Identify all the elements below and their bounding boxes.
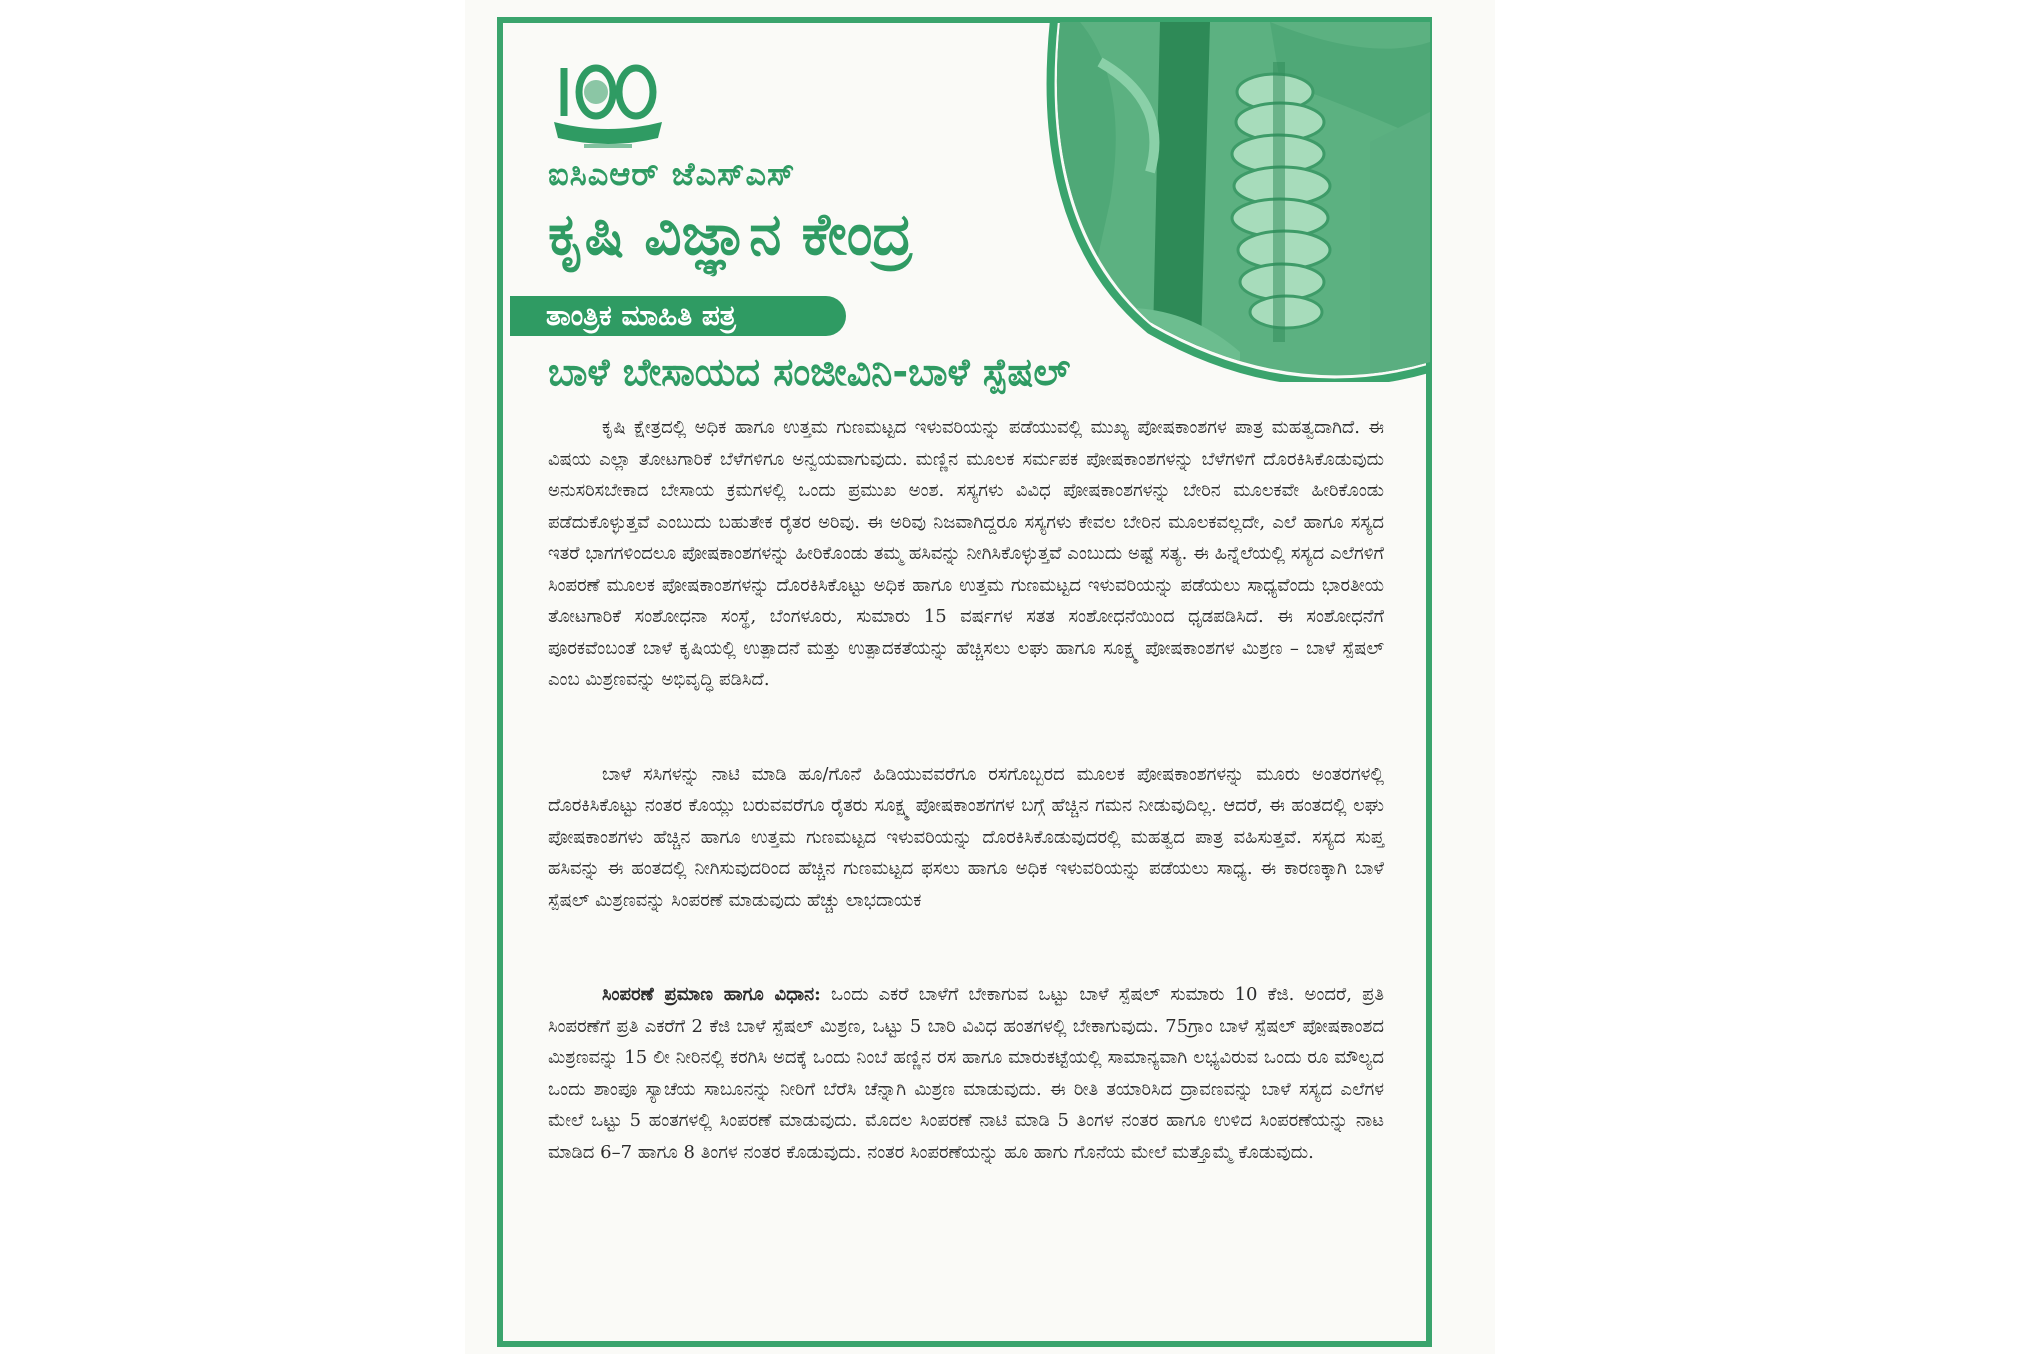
centenary-logo-icon (548, 58, 668, 153)
article-body (548, 412, 1384, 1168)
center-name: ಕೃಷಿ ವಿಜ್ಞಾನ ಕೇಂದ್ರ (548, 200, 913, 268)
organization-name: ಐಸಿಎಆರ್ ಜೆಎಸ್ಎಸ್ (548, 155, 796, 193)
banana-plant-photo (1040, 22, 1430, 382)
spraying-method-text: ಒಂದು ಎಕರೆ ಬಾಳೆಗೆ ಬೇಕಾಗುವ ಒಟ್ಟು ಬಾಳೆ ಸ್ಪೆಷಲ್ ಸುಮಾರು 10 ಕೆಜಿ. ಅಂದರೆ, ಪ್ರತಿ ಸಿಂಪರಣೆಗೆ ಪ್ರತಿ ಎಕರೆಗೆ 2 ಕೆಜಿ ಬಾಳೆ ಸ್ಪೆಷಲ್ ಮಿಶ್ರಣ, ಒಟ್ಟು 5 ಬಾರಿ ವಿವಿಧ ಹಂತಗಳಲ್ಲಿ ಬೇಕಾಗುವುದು. 75ಗ್ರಾಂ ಬಾಳೆ ಸ್ಪೆಷಲ್ ಪೋಷಕಾಂಶದ ಮಿಶ್ರಣವನ್ನು 15 ಲೀ ನೀರಿನಲ್ಲಿ ಕರಗಿಸಿ ಅದಕ್ಕೆ ಒಂದು ನಿಂಬೆ ಹಣ್ಣಿನ ರಸ ಹಾಗೂ ಮಾರುಕಟ್ಟೆಯಲ್ಲಿ ಸಾಮಾನ್ಯವಾಗಿ ಲಭ್ಯವಿರುವ ಒಂದು ರೂ ಮೌಲ್ಯದ ಒಂದು ಶಾಂಪೂ ಸ್ಯಾಚೆಯ ಸಾಬೂನನ್ನು ನೀರಿಗೆ ಬೆರೆಸಿ ಚೆನ್ನಾಗಿ ಮಿಶ್ರಣ ಮಾಡುವುದು. ಈ ರೀತಿ ತಯಾರಿಸಿದ ದ್ರಾವಣವನ್ನು ಬಾಳೆ ಸಸ್ಯದ ಎಲೆಗಳ ಮೇಲೆ ಒಟ್ಟು 5 ಹಂತಗಳಲ್ಲಿ ಸಿಂಪರಣೆ ಮಾಡುವುದು. ಮೊದಲ ಸಿಂಪರಣೆ ನಾಟಿ ಮಾಡಿ 5 ತಿಂಗಳ ನಂತರ ಹಾಗೂ ಉಳಿದ ಸಿಂಪರಣೆಯನ್ನು ನಾಟ ಮಾಡಿದ 6–7 ಹಾಗೂ 8 ತಿಂಗಳ ನಂತರ ಕೊಡುವುದು. ನಂತರ ಸಿಂಪರಣೆಯನ್ನು ಹೂ ಹಾಗು ಗೊನೆಯ ಮೇಲೆ ಮತ್ತೊಮ್ಮೆ ಕೊಡುವುದು. (548, 984, 1385, 1163)
paragraph-spraying (548, 979, 1384, 1168)
document-type-tag: ತಾಂತ್ರಿಕ ಮಾಹಿತಿ ಪತ್ರ (510, 296, 846, 336)
page-title: ಬಾಳೆ ಬೇಸಾಯದ ಸಂಜೀವಿನಿ-ಬಾಳೆ ಸ್ಪೆಷಲ್ (548, 350, 1071, 394)
spraying-method-heading: ಸಿಂಪರಣೆ ಪ್ರಮಾಣ ಹಾಗೂ ವಿಧಾನ: (602, 984, 821, 1005)
paragraph-intro: ಕೃಷಿ ಕ್ಷೇತ್ರದಲ್ಲಿ ಅಧಿಕ ಹಾಗೂ ಉತ್ತಮ ಗುಣಮಟ್ಟದ ಇಳುವರಿಯನ್ನು ಪಡೆಯುವಲ್ಲಿ ಮುಖ್ಯ ಪೋಷಕಾಂಶಗಳ ಪಾತ್ರ ಮಹತ್ವದಾಗಿದೆ. ಈ ವಿಷಯ ಎಲ್ಲಾ ತೋಟಗಾರಿಕೆ ಬೆಳೆಗಳಿಗೂ ಅನ್ವಯವಾಗುವುದು. ಮಣ್ಣಿನ ಮೂಲಕ ಸರ್ಮಪಕ ಪೋಷಕಾಂಶಗಳನ್ನು ಬೆಳೆಗಳಿಗೆ ದೊರಕಿಸಿಕೊಡುವುದು ಅನುಸರಿಸಬೇಕಾದ ಬೇಸಾಯ ಕ್ರಮಗಳಲ್ಲಿ ಒಂದು ಪ್ರಮುಖ ಅಂಶ. ಸಸ್ಯಗಳು ವಿವಿಧ ಪೋಷಕಾಂಶಗಳನ್ನು ಬೇರಿನ ಮೂಲಕವೇ ಹೀರಿಕೊಂಡು ಪಡೆದುಕೊಳ್ಳುತ್ತವೆ ಎಂಬುದು ಬಹುತೇಕ ರೈತರ ಅರಿವು. ಈ ಅರಿವು ನಿಜವಾಗಿದ್ದರೂ ಸಸ್ಯಗಳು ಕೇವಲ ಬೇರಿನ ಮೂಲಕವಲ್ಲದೇ, ಎಲೆ ಹಾಗೂ ಸಸ್ಯದ ಇತರೆ ಭಾಗಗಳಿಂದಲೂ ಪೋಷಕಾಂಶಗಳನ್ನು ಹೀರಿಕೊಂಡು ತಮ್ಮ ಹಸಿವನ್ನು ನೀಗಿಸಿಕೊಳ್ಳುತ್ತವೆ ಎಂಬುದು ಅಷ್ಟೆ ಸತ್ಯ. ಈ ಹಿನ್ನೆಲೆಯಲ್ಲಿ ಸಸ್ಯದ ಎಲೆಗಳಿಗೆ ಸಿಂಪರಣೆ ಮೂಲಕ ಪೋಷಕಾಂಶಗಳನ್ನು ದೊರಕಿಸಿಕೊಟ್ಟು ಅಧಿಕ ಹಾಗೂ ಉತ್ತಮ ಗುಣಮಟ್ಟದ ಇಳುವರಿಯನ್ನು ಪಡೆಯಲು ಸಾಧ್ಯವೆಂದು ಭಾರತೀಯ ತೋಟಗಾರಿಕೆ ಸಂಶೋಧನಾ ಸಂಸ್ಥೆ, ಬೆಂಗಳೂರು, ಸುಮಾರು 15 ವರ್ಷಗಳ ಸತತ ಸಂಶೋಧನೆಯಿಂದ ಧೃಡಪಡಿಸಿದೆ. ಈ ಸಂಶೋಧನೆಗೆ ಪೂರಕವೆಂಬಂತೆ ಬಾಳೆ ಕೃಷಿಯಲ್ಲಿ ಉತ್ಪಾದನೆ ಮತ್ತು ಉತ್ಪಾದಕತೆಯನ್ನು ಹೆಚ್ಚಿಸಲು ಲಘು ಹಾಗೂ ಸೂಕ್ಷ್ಮ ಪೋಷಕಾಂಶಗಳ ಮಿಶ್ರಣ – ಬಾಳೆ ಸ್ಪೆಷಲ್ ಎಂಬ ಮಿಶ್ರಣವನ್ನು ಅಭಿವೃದ್ಧಿ ಪಡಿಸಿದೆ. (548, 417, 1384, 690)
paragraph-nutrition: ಬಾಳೆ ಸಸಿಗಳನ್ನು ನಾಟಿ ಮಾಡಿ ಹೂ/ಗೊನೆ ಹಿಡಿಯುವವರೆಗೂ ರಸಗೊಬ್ಬರದ ಮೂಲಕ ಪೋಷಕಾಂಶಗಳನ್ನು ಮೂರು ಅಂತರಗಳಲ್ಲಿ ದೊರಕಿಸಿಕೊಟ್ಟು ನಂತರ ಕೊಯ್ಲು ಬರುವವರೆಗೂ ರೈತರು ಸೂಕ್ಷ್ಮ ಪೋಷಕಾಂಶಗಗಳ ಬಗ್ಗೆ ಹೆಚ್ಚಿನ ಗಮನ ನೀಡುವುದಿಲ್ಲ. ಆದರೆ, ಈ ಹಂತದಲ್ಲಿ ಲಘು ಪೋಷಕಾಂಶಗಳು ಹೆಚ್ಚಿನ ಹಾಗೂ ಉತ್ತಮ ಗುಣಮಟ್ಟದ ಇಳುವರಿಯನ್ನು ದೊರಕಿಸಿಕೊಡುವುದರಲ್ಲಿ ಮಹತ್ವದ ಪಾತ್ರ ವಹಿಸುತ್ತವೆ. ಸಸ್ಯದ ಸುಪ್ತ ಹಸಿವನ್ನು ಈ ಹಂತದಲ್ಲಿ ನೀಗಿಸುವುದರಿಂದ ಹೆಚ್ಚಿನ ಗುಣಮಟ್ಟದ ಫಸಲು ಹಾಗೂ ಅಧಿಕ ಇಳುವರಿಯನ್ನು ಪಡೆಯಲು ಸಾಧ್ಯ. ಈ ಕಾರಣಕ್ಕಾಗಿ ಬಾಳೆ ಸ್ಪೆಷಲ್ ಮಿಶ್ರಣವನ್ನು ಸಿಂಪರಣೆ ಮಾಡುವುದು ಹೆಚ್ಚು ಲಾಭದಾಯಕ (548, 763, 1384, 911)
